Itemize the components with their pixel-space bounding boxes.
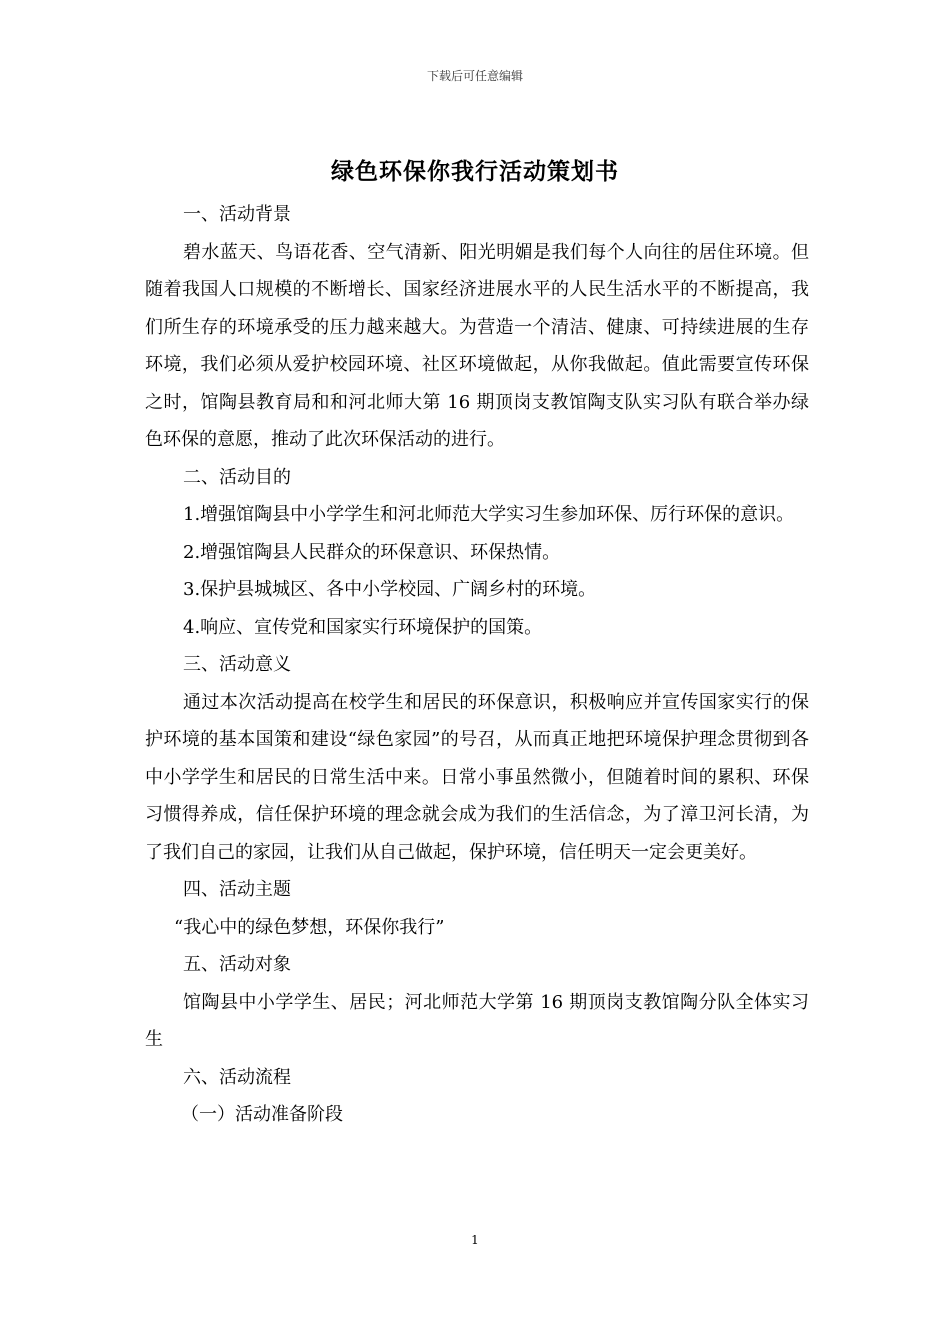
section-heading-background: 一、活动背景: [183, 204, 291, 225]
section-heading-process: 六、活动流程: [183, 1066, 291, 1088]
significance-paragraph: 通过本次活动提高在校学生和居民的环保意识，积极响应并宣传国家实行的保护环境的基本国策和建设“绿色家园”的号召，从而真正地把环境保护理念贯彻到各中小学学生和居民的日常生活中来。日常小事虽然微小，但随着时间的累积、环保习惯得养成，信任保护环境的理念就会成为我们的生活信念，为了漳卫河长清，为了我们自己的家园，让我们从自己做起，保护环境，信任明天一定会更美好。: [145, 691, 809, 863]
section-heading-purpose: 二、活动目的: [183, 466, 291, 488]
page-number: 1: [471, 1233, 479, 1247]
purpose-item-3: 3.保护县城城区、各中小学校园、广阔乡村的环境。: [183, 579, 597, 600]
purpose-item-2: 2.增强馆陶县人民群众的环保意识、环保热情。: [183, 541, 561, 563]
audience-paragraph: 馆陶县中小学学生、居民；河北师范大学第 16 期顶岗支教馆陶分队全体实习生: [145, 991, 809, 1050]
section-heading-significance: 三、活动意义: [183, 654, 291, 675]
purpose-item-1: 1.增强馆陶县中小学学生和河北师范大学实习生参加环保、厉行环保的意识。: [183, 504, 795, 525]
theme-slogan: “我心中的绿色梦想，环保你我行”: [174, 916, 445, 938]
section-heading-theme: 四、活动主题: [183, 879, 291, 900]
background-paragraph: 碧水蓝天、鸟语花香、空气清新、阳光明媚是我们每个人向往的居住环境。但随着我国人口规模的不断增长、国家经济进展水平的人民生活水平的不断提高，我们所生存的环境承受的压力越来越大。为营造一个清洁、健康、可持续进展的生存环境，我们必须从爱护校园环境、社区环境做起，从你我做起。值此需要宣传环保之时，馆陶县教育局和和河北师大第 16 期顶岗支教馆陶支队实习队有联合举办绿色环保的意愿，推动了此次环保活动的进行。: [145, 241, 809, 450]
document-title: 绿色环保你我行活动策划书: [331, 159, 619, 185]
process-subheading-preparation: （一）活动准备阶段: [181, 1104, 343, 1125]
section-heading-audience: 五、活动对象: [183, 954, 291, 975]
document-body: [145, 196, 809, 1134]
header-note: 下载后可任意编辑: [426, 69, 523, 83]
purpose-item-4: 4.响应、宣传党和国家实行环境保护的国策。: [183, 616, 543, 638]
